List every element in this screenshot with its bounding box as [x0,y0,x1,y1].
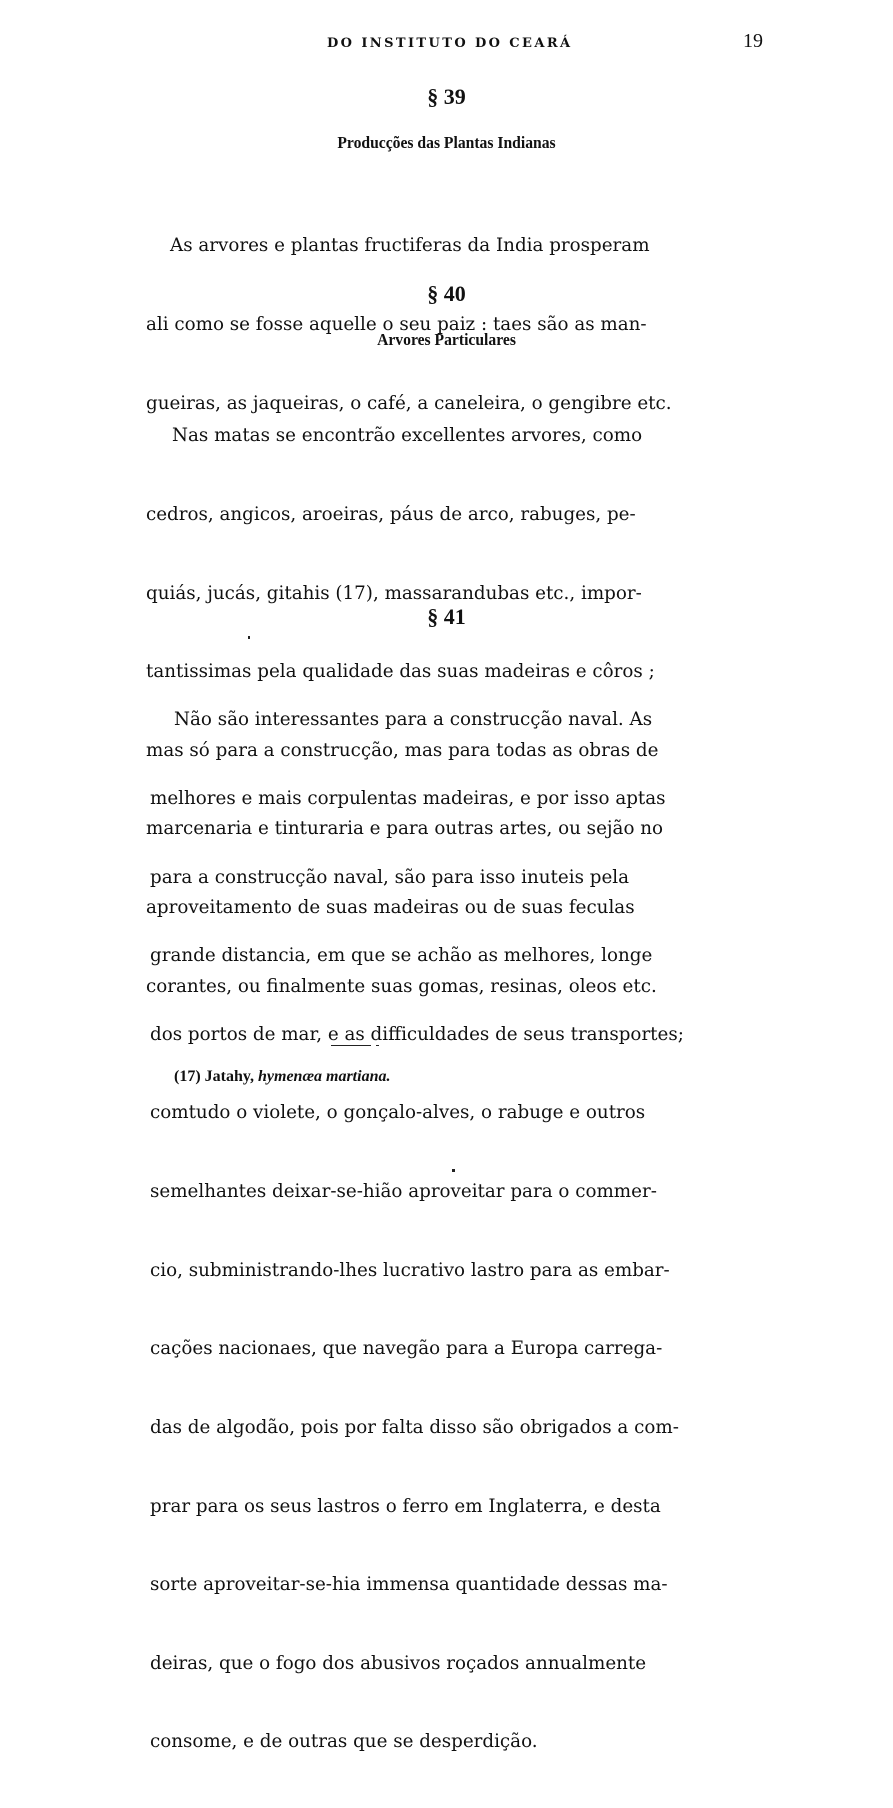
text-line: corantes, ou finalmente suas gomas, resinas, oleos etc. [146,975,657,997]
text-line: aproveitamento de suas madeiras ou de suas feculas [146,897,635,919]
text-line: consome, e de outras que se desperdição. [150,1731,538,1753]
page-number: 19 [743,30,763,52]
text-line: tantissimas pela qualidade das suas madeiras e côros ; [146,661,655,683]
text-line: cações nacionaes, que navegão para a Europa carrega- [150,1338,663,1360]
section-number-39: § 39 [427,84,466,109]
paragraph-41 [150,655,684,1808]
print-speck [452,1169,455,1172]
text-line: quiás, jucás, gitahis (17), massarandubas etc., impor- [146,582,642,604]
footnote-separator [331,1045,371,1046]
text-line: cedros, angicos, aroeiras, páus de arco, rabuges, pe- [146,504,636,526]
text-line: comtudo o violete, o gonçalo-alves, o rabuge e outros [150,1102,646,1124]
footnote-term: Jatahy, [204,1068,254,1085]
section-title-40: Arvores Particulares [377,330,516,349]
footnote-species: hymenæa martiana. [258,1068,391,1085]
text-line: cio, subministrando-lhes lucrativo lastro para as embar- [150,1259,670,1281]
footnote-marker: (17) [174,1068,201,1085]
text-line: ali como se fosse aquelle o seu paiz : taes são as man- [146,314,647,336]
text-line: gueiras, as jaqueiras, o café, a caneleira, o gengibre etc. [146,392,672,414]
footnote-17 [174,1068,390,1086]
section-title-39: Producções das Plantas Indianas [337,133,556,152]
section-number-41: § 41 [427,604,466,629]
text-line: marcenaria e tinturaria e para outras artes, ou sejão no [146,818,664,840]
text-line: dos portos de mar, e as difficuldades de seus transportes; [150,1023,684,1045]
text-line: mas só para a construcção, mas para todas as obras de [146,739,659,761]
text-line: semelhantes deixar-se-hião aproveitar para o commer- [150,1181,657,1203]
text-line: grande distancia, em que se achão as melhores, longe [150,945,653,967]
text-line: sorte aproveitar-se-hia immensa quantidade dessas ma- [150,1574,668,1596]
text-line: As arvores e plantas fructiferas da India prosperam [170,235,650,257]
running-title: DO INSTITUTO DO CEARÁ [327,36,573,51]
text-line: Não são interessantes para a construcção naval. As [174,709,653,731]
footnote-separator-mark [376,1045,379,1046]
print-speck [248,636,250,639]
text-line: para a construcção naval, são para isso inuteis pela [150,866,630,888]
text-line: deiras, que o fogo dos abusivos roçados annualmente [150,1652,647,1674]
text-line: das de algodão, pois por falta disso são obrigados a com- [150,1416,679,1438]
section-number-40: § 40 [427,281,466,306]
text-line: melhores e mais corpulentas madeiras, e por isso aptas [150,788,666,810]
text-line: prar para os seus lastros o ferro em Inglaterra, e desta [150,1495,661,1517]
text-line: Nas matas se encontrão excellentes arvores, como [172,425,643,447]
